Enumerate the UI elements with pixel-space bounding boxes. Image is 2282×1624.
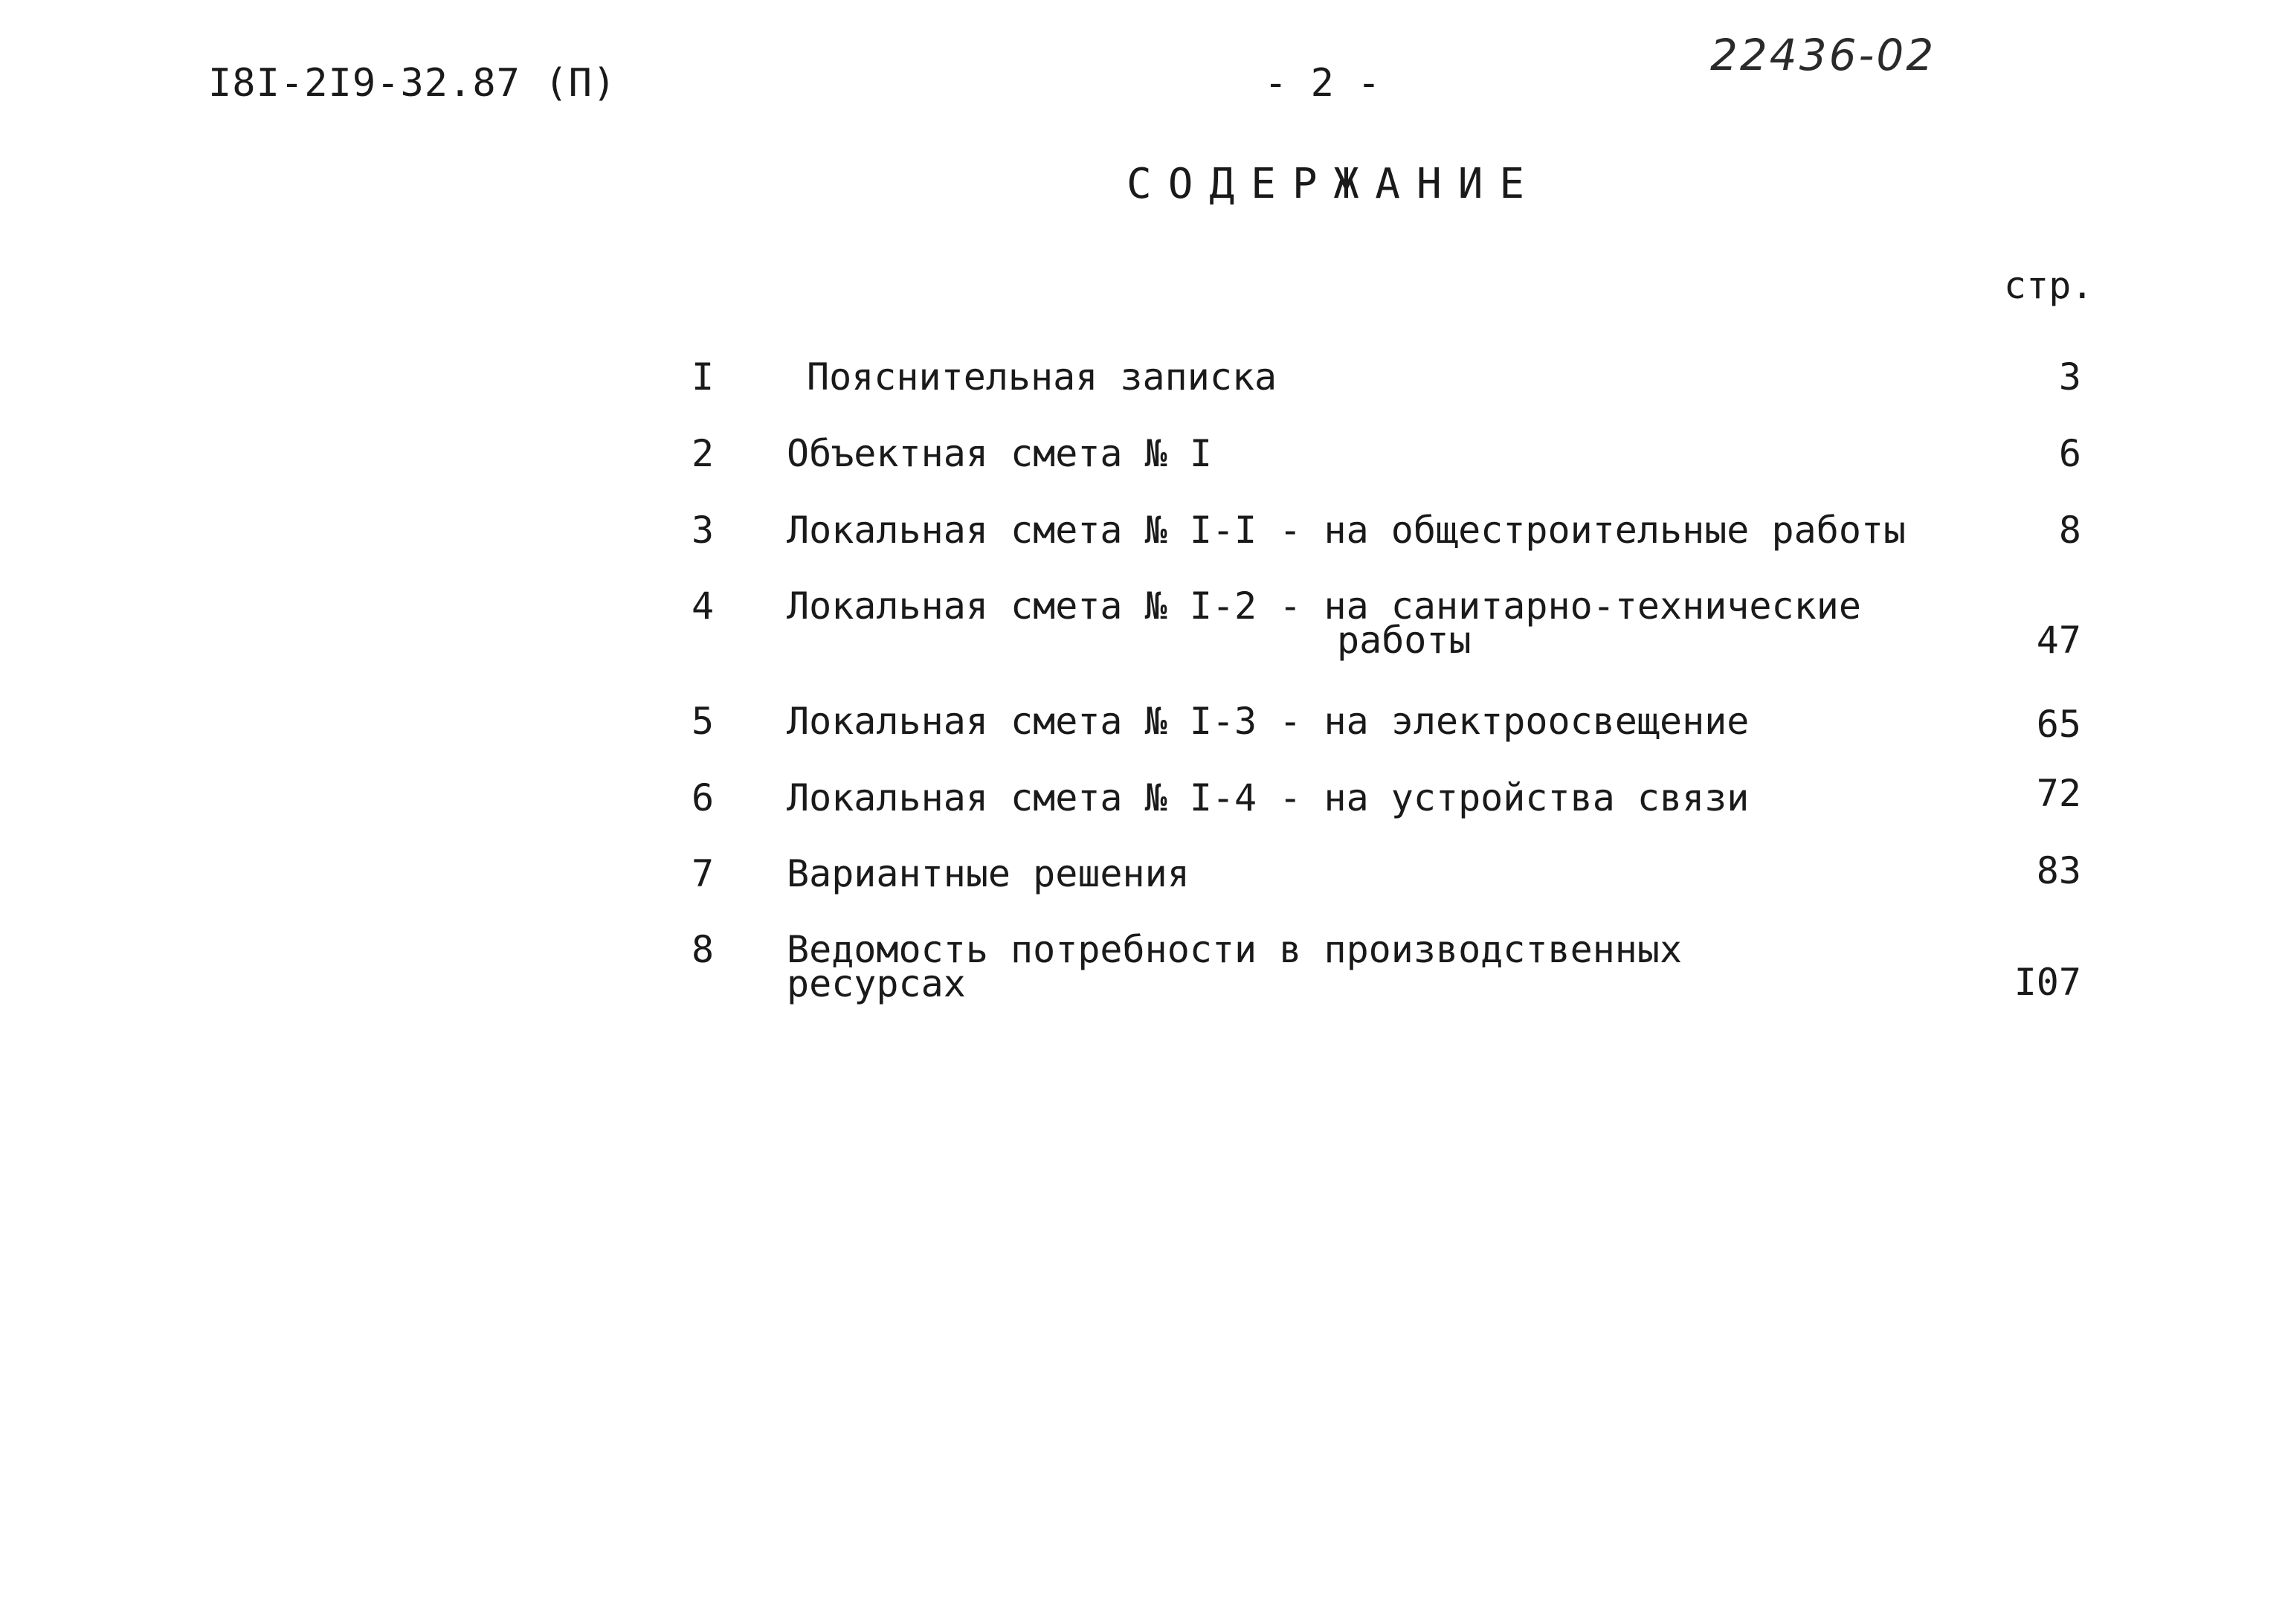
toc-item-title-line: Локальная смета № I-2 - на санитарно-технические [787,584,1861,628]
toc-item-page: I07 [2014,961,2081,1004]
toc-item-number: 4 [692,584,715,628]
toc-item-page: 72 [2036,772,2081,815]
toc-item-title-line: Локальная смета № I-4 - на устройства связи [787,776,1750,819]
toc-item-number: 6 [692,776,715,819]
toc-item-number: 8 [692,928,715,971]
toc-item-title-line: Ведомость потребности в производственных [787,928,1683,971]
toc-item-title-line: Пояснительная записка [807,355,1277,399]
toc-item-title [787,701,1749,741]
toc-item-number: 2 [692,432,715,475]
toc-item-title [787,586,1861,660]
toc-item-title [787,854,1190,894]
toc-item-title-line: ресурсах [787,962,966,1005]
pages-column-label: стр. [2004,264,2094,307]
toc-item-title-line: работы [1337,619,1472,662]
toc-item-page: 65 [2036,703,2081,746]
toc-item-page: 6 [2058,432,2081,475]
toc-item-page: 3 [2058,355,2081,399]
toc-item-title [787,929,1682,1004]
toc-item-page: 8 [2058,509,2081,552]
toc-item-number: 5 [692,700,715,743]
page-number: - 2 - [1264,61,1381,106]
handwritten-archive-number: 22436-02 [1710,30,1936,80]
toc-item-number: 7 [692,852,715,895]
toc-item-title [787,510,1906,550]
toc-item-title [787,434,1212,474]
toc-item-title-line: Локальная смета № I-3 - на электроосвещение [787,700,1750,743]
toc-item-title-line: Объектная смета № I [787,432,1212,475]
document-code: I8I-2I9-32.87 (П) [208,61,617,106]
toc-item-title-line: Вариантные решения [787,852,1190,895]
toc-item-title [807,357,1277,397]
toc-item-page: 83 [2036,849,2081,892]
toc-item-title-line: Локальная смета № I-I - на общестроительные работы [787,509,1906,552]
toc-item-number: 3 [692,509,715,552]
toc-title: СОДЕРЖАНИЕ [1127,160,1541,208]
toc-item-title [787,778,1749,818]
toc-item-page: 47 [2036,619,2081,662]
toc-item-number: I [692,355,715,399]
